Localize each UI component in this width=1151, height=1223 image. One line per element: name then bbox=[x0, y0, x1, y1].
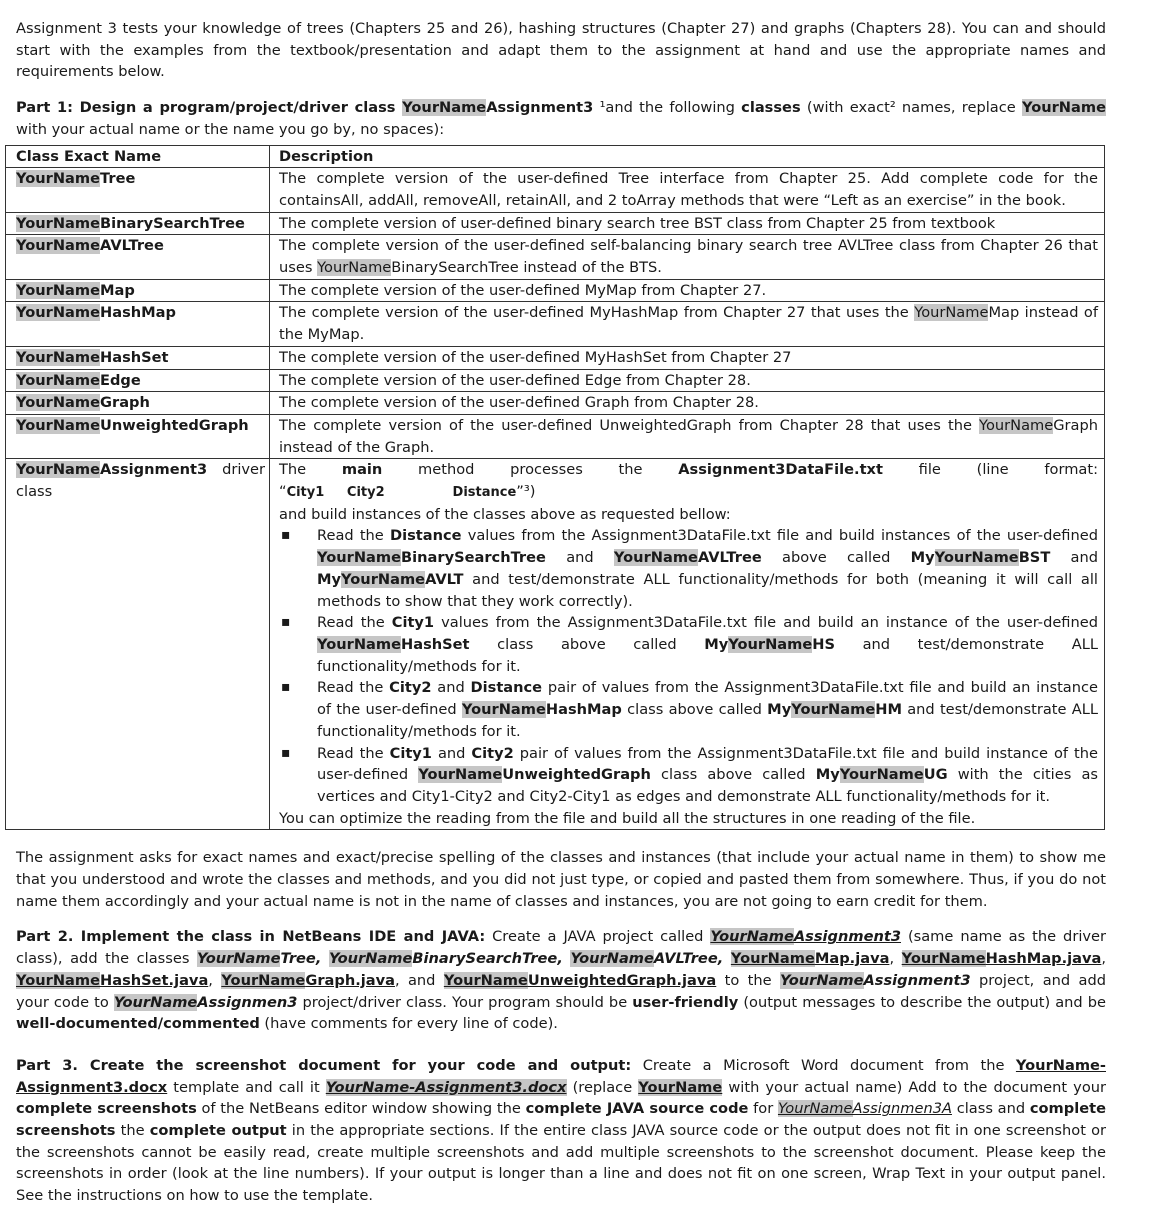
part3-paragraph: Part 3. Create the screenshot document for your code and output: Create a Microsoft Word document from the YourName-Assignment3.docx template and call it YourName-Assignment3.docx (replace YourName with your actual name) Add to the document your complete screenshots of the NetBeans editor window showing the complete JAVA source code for YourNameAssignmen3A class and complete screenshots the complete output in the appropriate sections. If the entire class JAVA source code or the output does not fit in one screenshot or the screenshots cannot be easily read, create multiple screenshots and add multiple screenshots to the screenshot document. Please keep the screenshots in order (look at the line numbers). If your output is longer than a line and does not fit on one screen, Wrap Text in your output panel. See the instructions on how to use the template. bbox=[16, 1056, 1107, 1205]
list-item: ▪ Read the City2 and Distance pair of values from the Assignment3DataFile.txt file and build an instance of the user-defined YourNameHashMap class above called MyYourNameHM and test/demonstrate ALL functionality/methods for it. bbox=[317, 677, 1098, 742]
table-row: YourNameTree The complete version of the user-defined Tree interface from Chapter 25. Add complete code for the containsAll, addAll, removeAll, retainAll, and 2 toArray methods that were “Left as an exercise” in the book. bbox=[6, 168, 1105, 212]
intro-paragraph: Assignment 3 tests your knowledge of trees (Chapters 25 and 26), hashing structures (Chapter 27) and graphs (Chapters 28). You can and should start with the examples from the textbook/presentation and adapt them to the assignment at hand and use the appropriate names and requirements below. bbox=[16, 20, 1106, 81]
class-table bbox=[5, 145, 1105, 831]
assignment-page bbox=[16, 18, 1106, 1207]
table-row: YourNameMap The complete version of the user-defined MyMap from Chapter 27. bbox=[6, 279, 1105, 302]
list-item: ▪ Read the City1 values from the Assignment3DataFile.txt file and build an instance of the user-defined YourNameHashSet class above called MyYourNameHS and test/demonstrate ALL functionality/methods for it. bbox=[317, 612, 1098, 677]
part1-heading: Part 1: Design a program/project/driver class YourNameAssignment3 ¹and the following classes (with exact² names, replace YourName with your actual name or the name you go by, no spaces): bbox=[16, 99, 1106, 138]
list-item: ▪ Read the Distance values from the Assignment3DataFile.txt file and build instances of the user-defined YourNameBinarySearchTree and YourNameAVLTree above called MyYourNameBST and MyYourNameAVLT and test/demonstrate ALL functionality/methods for both (meaning it will call all methods to show that they work correctly). bbox=[317, 525, 1098, 612]
table-row: YourNameAVLTree The complete version of the user-defined self-balancing binary search tree AVLTree class from Chapter 26 that uses YourNameBinarySearchTree instead of the BTS. bbox=[6, 235, 1105, 279]
part2-paragraph: Part 2. Implement the class in NetBeans IDE and JAVA: Create a JAVA project called YourNameAssignment3 (same name as the driver class), add the classes YourNameTree, YourNameBinarySearchTree, YourNameAVLTree, YourNameMap.java, YourNameHashMap.java, YourNameHashSet.java, YourNameGraph.java, and YourNameUnweightedGraph.java to the YourNameAssignment3 project, and add your code to YourNameAssignmen3 project/driver class. Your program should be user-friendly (output messages to describe the output) and be well-documented/commented (have comments for every line of code). bbox=[16, 928, 1107, 1033]
table-row: YourNameEdge The complete version of the user-defined Edge from Chapter 28. bbox=[6, 369, 1105, 392]
table-row: YourNameHashSet The complete version of the user-defined MyHashSet from Chapter 27 bbox=[6, 346, 1105, 369]
driver-row: YourNameAssignment3 driver class The main method processes the Assignment3DataFile.txt file (line format: “City1 City2 Distance”³) and build instances of the classes above as requested bellow: ▪ Read the Distance values from the Assignment3DataFile.txt file and build instances of the user-defined YourNameBinarySearchTree and YourNameAVLTree above called MyYourNameBST and MyYourNameAVLT and test/demonstrate ALL functionality/methods for both (meaning it will call all methods to show that they work correctly). ▪ Read the City1 values from the Assignment3DataFile.txt file and build an instance of the user-defined YourNameHashSet class above called MyYourNameHS and test/demonstrate ALL functionality/methods for it. ▪ Read the City2 and Distance pair of values from the Assignment3DataFile.txt file and build an instance of the user-defined YourNameHashMap class above called MyYourNameHM and test/demonstrate ALL functionality/methods for it. ▪ Read the City1 and City2 pair of values from the Assignment3DataFile.txt file and build instance of the user-defined YourNameUnweightedGraph class above called MyYourNameUG with the cities as vertices and City1-City2 and City2-City1 as edges and demonstrate ALL functionality/methods for it. You can optimize the reading from the file and build all the structures in one reading of the file. bbox=[6, 459, 1105, 830]
naming-note-paragraph: The assignment asks for exact names and exact/precise spelling of the classes and instances (that include your actual name in them) to show me that you understood and wrote the classes and methods, and you did not just type, or copied and pasted them from somewhere. Thus, if you do not name them accordingly and your actual name is not in the name of classes and instances, you are not going to earn credit for them. bbox=[16, 849, 1106, 910]
driver-description: The main method processes the Assignment3DataFile.txt file (line format: “City1 City2 Distance”³) and build instances of the classes above as requested bellow: ▪ Read the Distance values from the Assignment3DataFile.txt file and build instances of the user-defined YourNameBinarySearchTree and YourNameAVLTree above called MyYourNameBST and MyYourNameAVLT and test/demonstrate ALL functionality/methods for both (meaning it will call all methods to show that they work correctly). ▪ Read the City1 values from the Assignment3DataFile.txt file and build an instance of the user-defined YourNameHashSet class above called MyYourNameHS and test/demonstrate ALL functionality/methods for it. ▪ Read the City2 and Distance pair of values from the Assignment3DataFile.txt file and build an instance of the user-defined YourNameHashMap class above called MyYourNameHM and test/demonstrate ALL functionality/methods for it. ▪ Read the City1 and City2 pair of values from the Assignment3DataFile.txt file and build instance of the user-defined YourNameUnweightedGraph class above called MyYourNameUG with the cities as vertices and City1-City2 and City2-City1 as edges and demonstrate ALL functionality/methods for it. You can optimize the reading from the file and build all the structures in one reading of the file. bbox=[270, 459, 1105, 830]
list-item: ▪ Read the City1 and City2 pair of values from the Assignment3DataFile.txt file and build instance of the user-defined YourNameUnweightedGraph class above called MyYourNameUG with the cities as vertices and City1-City2 and City2-City1 as edges and demonstrate ALL functionality/methods for it. bbox=[317, 743, 1098, 808]
header-class-name: Class Exact Name bbox=[16, 147, 162, 165]
table-row: YourNameGraph The complete version of the user-defined Graph from Chapter 28. bbox=[6, 392, 1105, 415]
table-row: YourNameUnweightedGraph The complete version of the user-defined UnweightedGraph from Chapter 28 that uses the YourNameGraph instead of the Graph. bbox=[6, 414, 1105, 458]
header-description: Description bbox=[279, 147, 374, 165]
table-header-row bbox=[6, 145, 1105, 168]
table-row: YourNameBinarySearchTree The complete version of user-defined binary search tree BST class from Chapter 25 from textbook bbox=[6, 212, 1105, 235]
table-row: YourNameHashMap The complete version of the user-defined MyHashMap from Chapter 27 that uses the YourNameMap instead of the MyMap. bbox=[6, 302, 1105, 346]
driver-bullet-list bbox=[279, 525, 1098, 807]
